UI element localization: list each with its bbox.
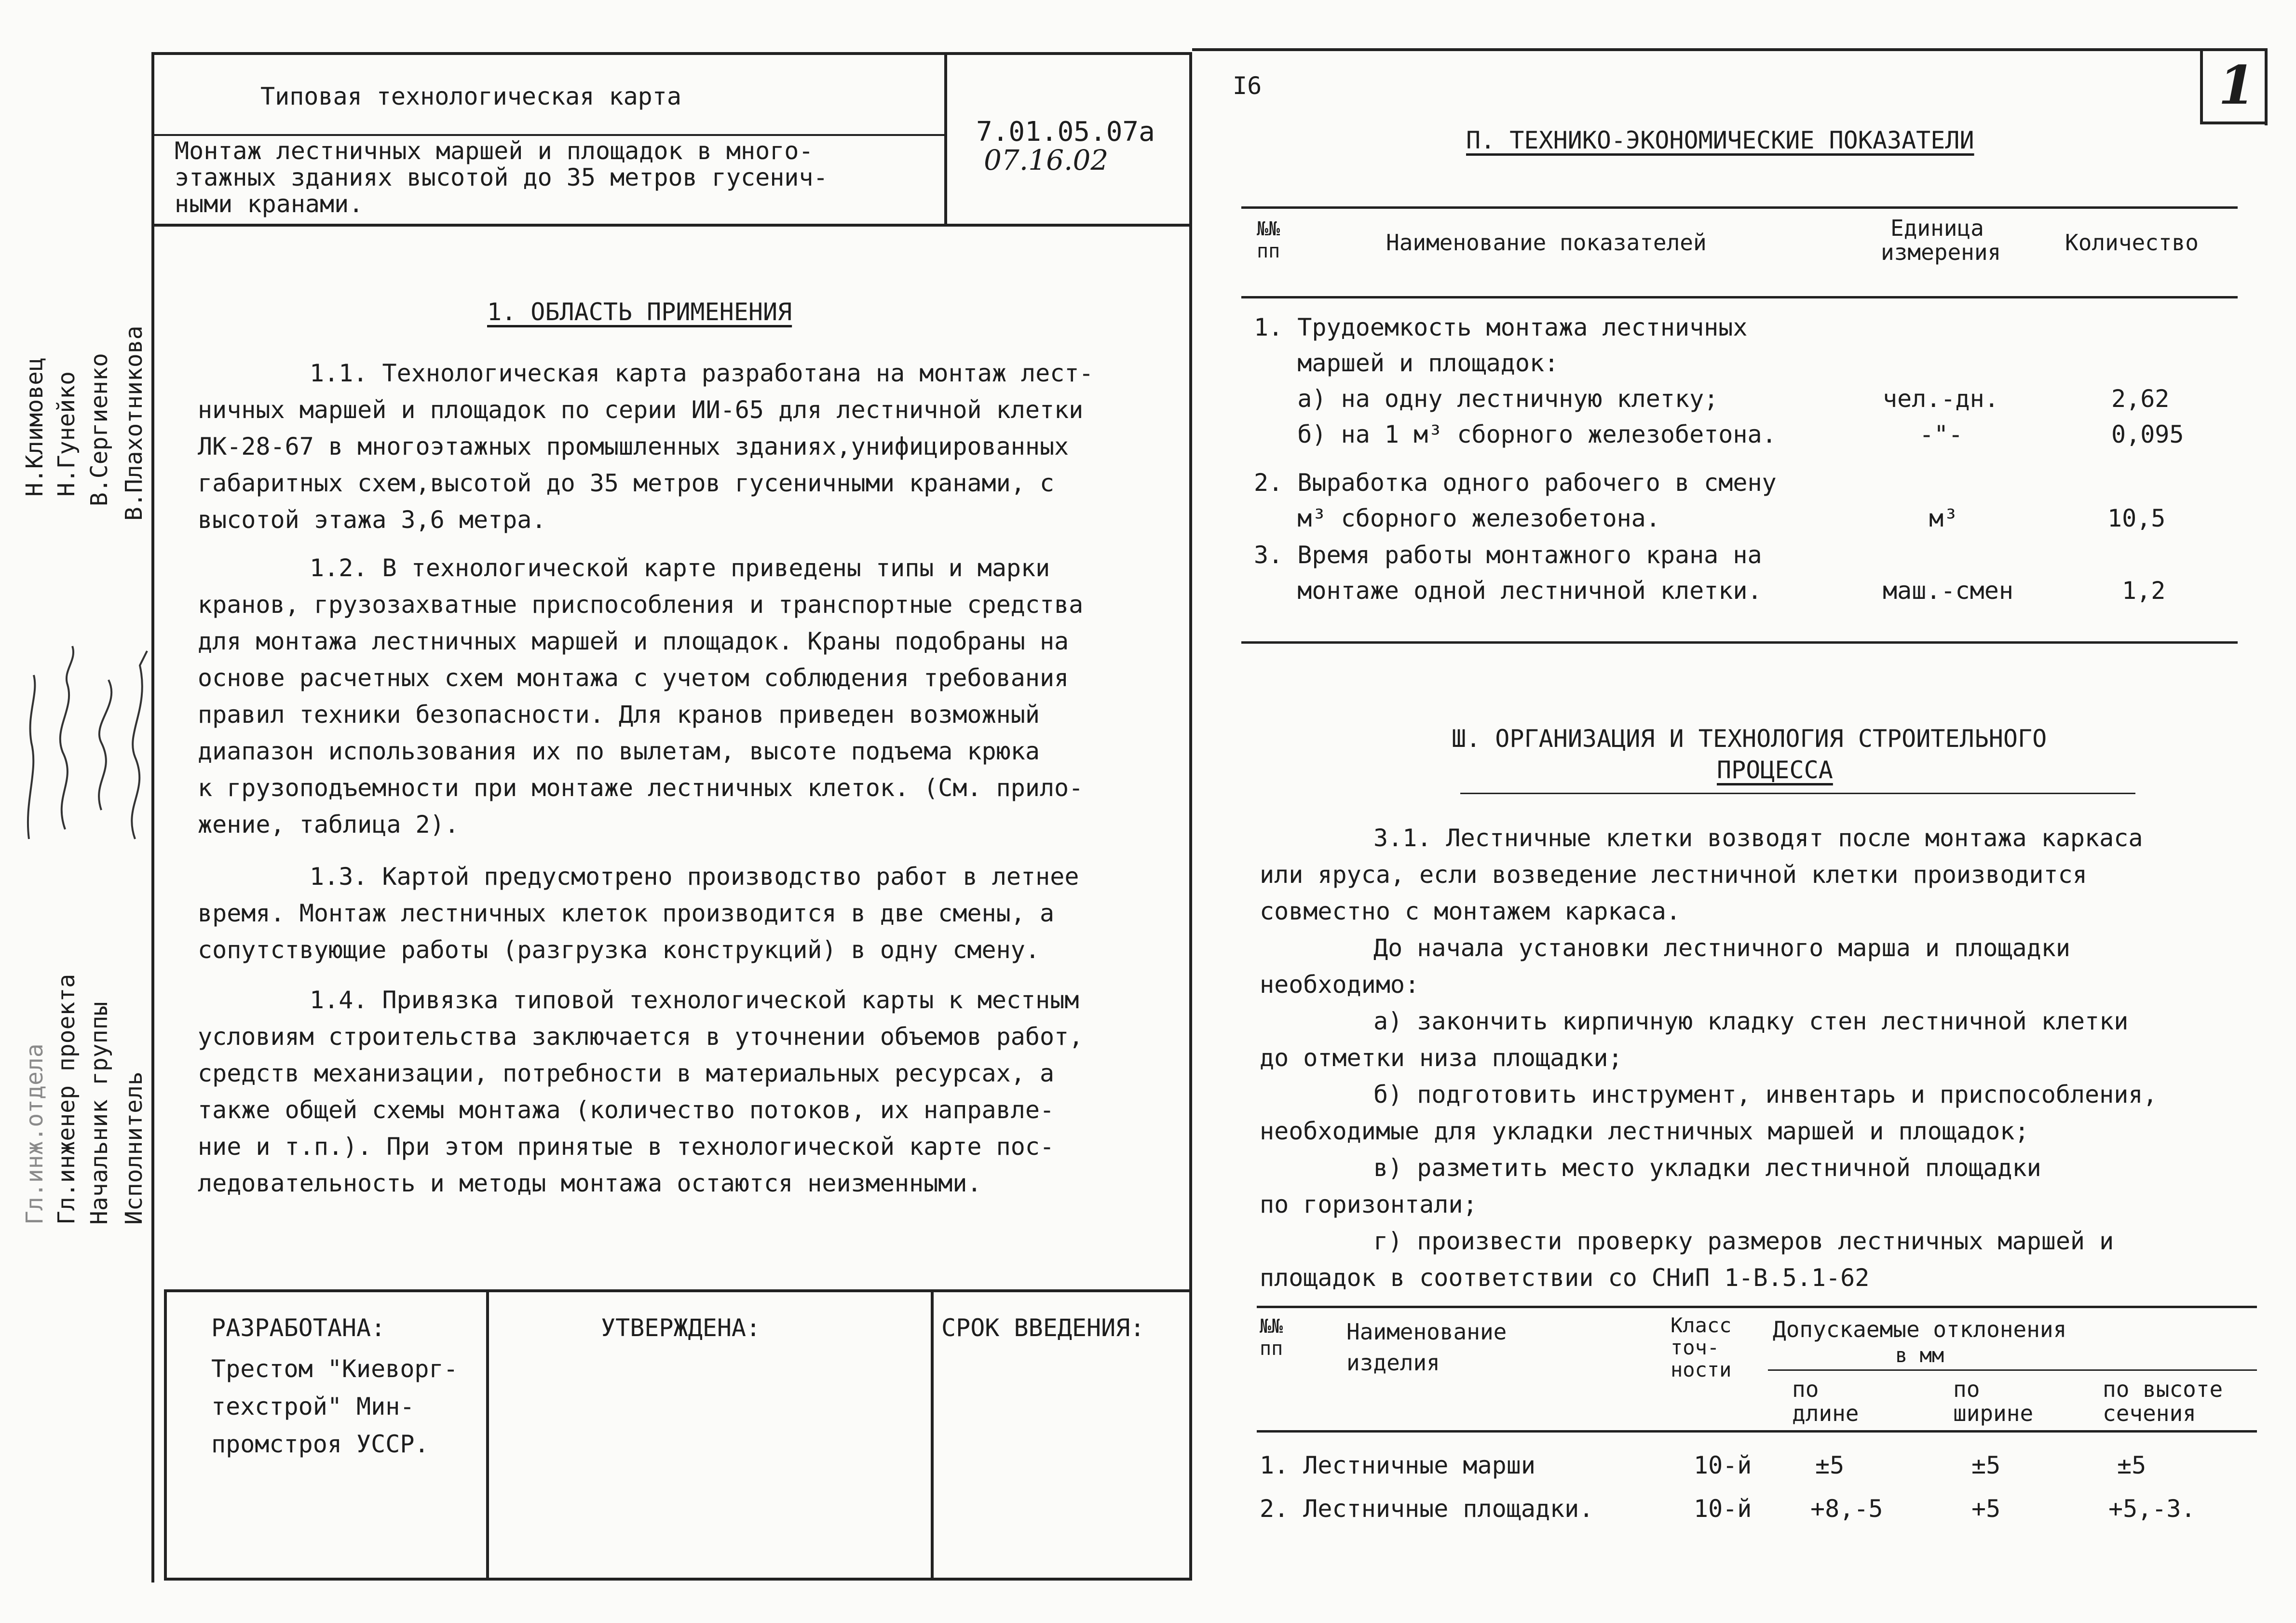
footer-divider-1 <box>486 1289 489 1581</box>
header-text: №№ <box>1257 218 1280 240</box>
signatures-graphic <box>19 588 154 858</box>
left-frame-right <box>1189 52 1192 1581</box>
text-line: ЛК-28-67 в многоэтажных промышленных зданиях,унифицированных <box>198 433 1069 460</box>
title-block-divider <box>151 134 947 136</box>
table1-header-qty: Количество <box>2065 230 2199 256</box>
header-text: пп <box>1257 240 1280 262</box>
table-cell-qty: 0,095 <box>2111 420 2184 448</box>
table-cell-class: 10-й <box>1694 1495 1752 1523</box>
text-line: габаритных схем,высотой до 35 метров гусеничными кранами, с <box>198 469 1055 497</box>
header-text: сечения <box>2103 1400 2196 1426</box>
text-line: 3.1. Лестничные клетки возводят после монтажа каркаса <box>1373 824 2143 852</box>
text-line: диапазон использования их по вылетам, высоте подъема крюка <box>198 737 1040 765</box>
margin-role: Гл.инженер проекта <box>53 974 80 1225</box>
header-text: измерения <box>1881 239 2001 265</box>
table-cell-height: +5,-3. <box>2108 1495 2196 1523</box>
table-cell-class: 10-й <box>1694 1451 1752 1479</box>
table-cell-qty: 2,62 <box>2111 385 2170 413</box>
document-title: Типовая технологическая карта <box>260 82 681 110</box>
table1-header-unit <box>1881 216 2001 264</box>
text-line: ничных маршей и площадок по серии ИИ-65 для лестничной клетки <box>198 396 1084 424</box>
header-text: ности <box>1671 1358 1732 1381</box>
table2-header-class <box>1671 1314 1731 1381</box>
table2-header-tolerance: Допускаемые отклонения <box>1773 1316 2067 1342</box>
text-line: г) произвести проверку размеров лестничных маршей и <box>1373 1227 2114 1255</box>
table-row: м³ сборного железобетона. <box>1254 504 1660 532</box>
section1-paragraph-2 <box>198 550 1083 843</box>
section1-paragraph-3 <box>198 858 1079 968</box>
table1-header-name: Наименование показателей <box>1386 230 1707 256</box>
text-line: основе расчетных схем монтажа с учетом соблюдения требования <box>198 664 1069 692</box>
header-text: №№ <box>1260 1315 1283 1338</box>
table-row: монтаже одной лестничной клетки. <box>1254 577 1762 605</box>
text-line: жение, таблица 2). <box>198 811 459 839</box>
text-line: До начала установки лестничного марша и площадки <box>1373 934 2070 962</box>
text-line: или яруса, если возведение лестничной клетки производится <box>1260 861 2087 889</box>
developed-by <box>211 1350 458 1463</box>
text-line: сопутствующие работы (разгрузка конструкций) в одну смену. <box>198 936 1040 964</box>
left-frame-top <box>151 52 1192 55</box>
header-text: точ- <box>1671 1336 1720 1359</box>
text-line: 1.3. Картой предусмотрено производство работ в летнее <box>310 863 1079 891</box>
developed-line: промстроя УССР. <box>211 1430 429 1458</box>
text-line: по горизонтали; <box>1260 1190 1478 1218</box>
text-line: необходимые для укладки лестничных маршей и площадок; <box>1260 1117 2029 1145</box>
text-line: в) разметить место укладки лестничной площадки <box>1373 1154 2041 1182</box>
sheet-number: 1 <box>2218 54 2255 116</box>
text-line: ние и т.п.). При этом принятые в технологической карте пос- <box>198 1133 1055 1161</box>
footer-block-left <box>164 1289 167 1581</box>
document-code: 7.01.05.07а <box>976 116 1155 148</box>
table-cell-unit: -"- <box>1919 420 1963 448</box>
left-frame-bottom <box>164 1578 1192 1581</box>
table2-header-length <box>1792 1377 1859 1425</box>
table-cell-width: +5 <box>1971 1495 2001 1523</box>
section1-paragraph-4 <box>198 982 1083 1202</box>
text-line: б) подготовить инструмент, инвентарь и приспособления, <box>1373 1081 2158 1109</box>
text-line: площадок в соответствии со СНиП 1-В.5.1-62 <box>1260 1264 1870 1292</box>
text-line: до отметки низа площадки; <box>1260 1044 1623 1072</box>
margin-name: В.Плахотникова <box>121 325 148 521</box>
text-line: правил техники безопасности. Для кранов приведен возможный <box>198 701 1040 729</box>
table-cell-unit: чел.-дн. <box>1883 385 1999 413</box>
margin-name: Н.Климовец <box>21 357 48 497</box>
table2-header-width <box>1953 1377 2033 1425</box>
text-line: ледовательность и методы монтажа остаются неизменными. <box>198 1169 982 1197</box>
handwritten-date: 07.16.02 <box>984 144 1109 176</box>
header-text: ширине <box>1953 1400 2034 1426</box>
title-block-vert <box>944 52 947 227</box>
table-row: 3. Время работы монтажного крана на <box>1254 541 1762 569</box>
subtitle-line: Монтаж лестничных маршей и площадок в много- <box>175 137 814 165</box>
section1-paragraph-1 <box>198 355 1094 538</box>
text-line: совместно с монтажем каркаса. <box>1260 897 1681 925</box>
table2-subheader-line <box>1768 1369 2257 1371</box>
text-line: условиям строительства заключается в уточнении объемов работ, <box>198 1023 1084 1051</box>
table-row: 2. Лестничные площадки. <box>1260 1495 1594 1523</box>
page-code: I6 <box>1233 72 1262 100</box>
text-line: время. Монтаж лестничных клеток производится в две смены, а <box>198 899 1055 927</box>
table-cell-width: ±5 <box>1971 1451 2001 1479</box>
header-text: Класс <box>1671 1313 1732 1337</box>
text-line: 1.4. Привязка типовой технологической карты к местным <box>310 986 1079 1014</box>
text-line: для монтажа лестничных маршей и площадок. Краны подобраны на <box>198 627 1069 655</box>
text-line: необходимо: <box>1260 971 1420 999</box>
section2-heading: П. ТЕХНИКО-ЭКОНОМИЧЕСКИЕ ПОКАЗАТЕЛИ <box>1466 126 1974 154</box>
table-cell-length: +8,-5 <box>1810 1495 1883 1523</box>
margin-role: Гл.инж.отдела <box>21 1043 48 1225</box>
text-line: также общей схемы монтажа (количество потоков, их направле- <box>198 1096 1055 1124</box>
developed-label: РАЗРАБОТАНА: <box>211 1314 386 1342</box>
table-row: маршей и площадок: <box>1254 349 1559 377</box>
document-subtitle <box>175 138 828 217</box>
table-row: б) на 1 м³ сборного железобетона. <box>1254 420 1777 448</box>
margin-role: Начальник группы <box>86 1001 113 1225</box>
text-line: высотой этажа 3,6 метра. <box>198 506 546 534</box>
subtitle-line: ными кранами. <box>175 190 364 218</box>
footer-divider-2 <box>931 1289 934 1581</box>
developed-line: Трестом "Киеворг- <box>211 1355 458 1383</box>
section1-heading: 1. ОБЛАСТЬ ПРИМЕНЕНИЯ <box>487 298 792 326</box>
table-row: 1. Трудоемкость монтажа лестничных <box>1254 313 1748 341</box>
header-text: по <box>1953 1376 1980 1402</box>
table2-header-bottom <box>1257 1430 2257 1433</box>
table2-header-tolerance-unit: в мм <box>1895 1343 1944 1367</box>
table2-header-height <box>2103 1377 2223 1425</box>
term-label: СРОК ВВЕДЕНИЯ: <box>941 1314 1145 1342</box>
table-cell-length: ±5 <box>1815 1451 1845 1479</box>
header-text: Единица <box>1890 215 1984 241</box>
text-line: кранов, грузозахватные приспособления и транспортные средства <box>198 591 1084 619</box>
text-line: к грузоподъемности при монтаже лестничных клеток. (См. прило- <box>198 774 1084 802</box>
section3-text <box>1260 820 2158 1296</box>
right-frame-top <box>1192 48 2268 51</box>
text-line: средств механизации, потребности в материальных ресурсах, а <box>198 1059 1055 1087</box>
margin-name: В.Сергиенко <box>86 353 113 506</box>
table-cell-height: ±5 <box>2117 1451 2147 1479</box>
table-row: а) на одну лестничную клетку; <box>1254 385 1719 413</box>
header-text: изделия <box>1346 1350 1440 1376</box>
margin-role: Исполнитель <box>121 1071 148 1225</box>
header-text: Наименование <box>1346 1319 1507 1345</box>
table-cell-qty: 1,2 <box>2122 577 2166 605</box>
section3-heading-line2: ПРОЦЕССА <box>1717 756 1833 784</box>
table1-header-num <box>1257 218 1280 262</box>
table-cell-unit: маш.-смен <box>1883 577 2013 605</box>
footer-block-top <box>164 1289 1192 1292</box>
table1-bottom <box>1241 641 2238 644</box>
table-cell-qty: 10,5 <box>2107 504 2166 532</box>
table-row: 2. Выработка одного рабочего в смену <box>1254 469 1777 497</box>
header-text: по <box>1792 1376 1819 1402</box>
table-cell-unit: м³ <box>1929 504 1958 532</box>
text-line: а) закончить кирпичную кладку стен лестничной клетки <box>1373 1007 2129 1035</box>
table2-top <box>1257 1306 2257 1308</box>
table-row: 1. Лестничные марши <box>1260 1451 1535 1479</box>
table2-header-name <box>1346 1316 1507 1378</box>
section3-heading-line1: Ш. ОРГАНИЗАЦИЯ И ТЕХНОЛОГИЯ СТРОИТЕЛЬНОГО <box>1452 725 2047 753</box>
table1-top <box>1241 206 2238 209</box>
table2-header-num <box>1260 1315 1283 1360</box>
header-text: длине <box>1792 1400 1859 1426</box>
header-text: по высоте <box>2103 1376 2223 1402</box>
margin-name: Н.Гунейко <box>53 371 80 497</box>
text-line: 1.2. В технологической карте приведены типы и марки <box>310 554 1050 582</box>
developed-line: техстрой" Мин- <box>211 1393 415 1420</box>
table1-header-bottom <box>1241 296 2238 298</box>
subtitle-line: этажных зданиях высотой до 35 метров гусенич- <box>175 163 828 191</box>
title-block-bottom <box>151 224 1192 227</box>
header-text: пп <box>1260 1338 1283 1360</box>
text-line: 1.1. Технологическая карта разработана на монтаж лест- <box>310 359 1094 387</box>
approved-label: УТВЕРЖДЕНА: <box>601 1314 761 1342</box>
section3-heading-rule <box>1460 793 2135 794</box>
